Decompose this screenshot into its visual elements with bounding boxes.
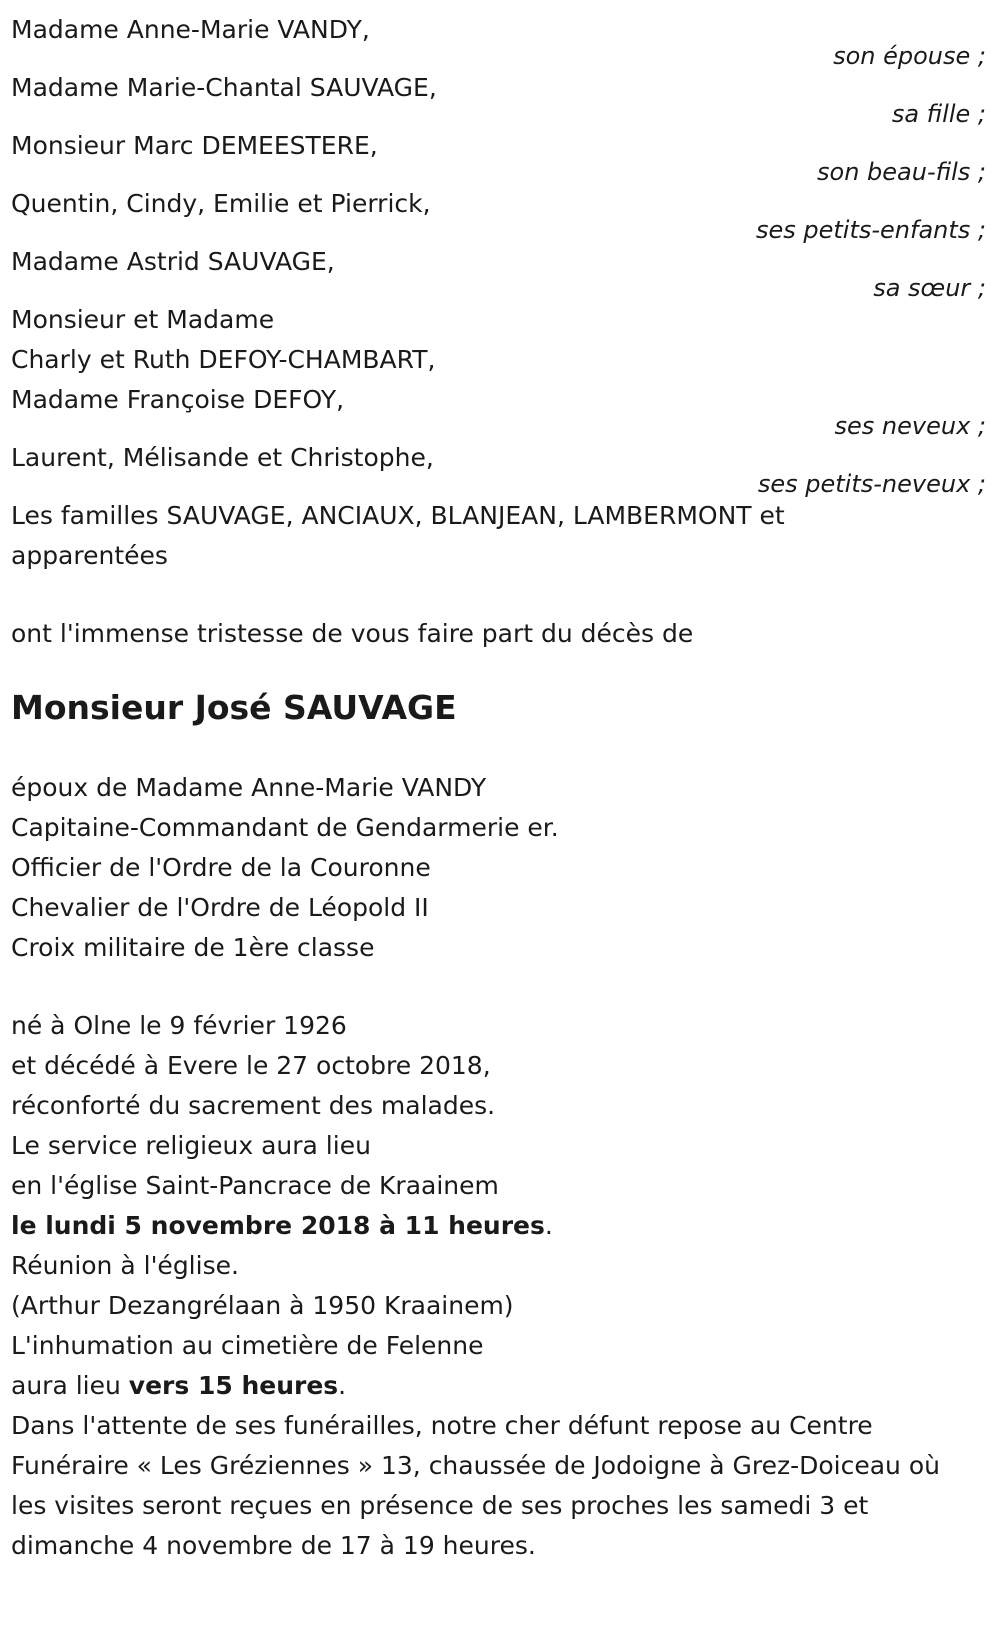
family-names: Madame Astrid SAUVAGE, [11,247,335,276]
title-line: Chevalier de l'Ordre de Léopold II [11,893,429,922]
sacrament-line: réconforté du sacrement des malades. [11,1091,496,1120]
family-names: Quentin, Cindy, Emilie et Pierrick, [11,189,431,218]
church-line: en l'église Saint-Pancrace de Kraainem [11,1171,499,1200]
title-line: Officier de l'Ordre de la Couronne [11,853,431,882]
family-names: Laurent, Mélisande et Christophe, [11,443,434,472]
announcement: ont l'immense tristesse de vous faire part du décès de [11,619,694,648]
family-entry-grandnephews [11,438,990,496]
family-entry-daughter [11,68,990,126]
family-relation: ses petits-enfants ; [755,216,986,244]
family-list [11,10,990,496]
family-names: Madame Marie-Chantal SAUVAGE, [11,73,437,102]
spacer [11,732,990,768]
family-names: Madame Françoise DEFOY, [11,385,345,414]
family-relation: son épouse ; [833,42,986,70]
deceased-name: Monsieur José SAUVAGE [11,688,457,727]
service-datetime-line [11,1206,990,1246]
titles-block [11,768,990,968]
family-relation: sa sœur ; [873,274,986,302]
service-datetime: le lundi 5 novembre 2018 à 11 heures [11,1211,545,1240]
family-entry-son-in-law [11,126,990,184]
family-relation: ses neveux ; [834,412,986,440]
visits-paragraph: Dans l'attente de ses funérailles, notre cher défunt repose au Centre Funéraire « Les Gréziennes » 13, chaussée de Jodoigne à Grez-Doiceau où les visites seront reçues en présence de ses proches les samedi 3 et dimanche 4 novembre de 17 à 19 heures. [11,1411,940,1560]
family-names: Monsieur Marc DEMEESTERE, [11,131,378,160]
family-names: Monsieur et Madame [11,305,275,334]
family-entry-nephews [11,300,990,438]
birth-line: né à Olne le 9 février 1926 [11,1011,347,1040]
death-line: et décédé à Evere le 27 octobre 2018, [11,1051,491,1080]
family-relation: son beau-fils ; [817,158,986,186]
burial-line: L'inhumation au cimetière de Felenne [11,1331,484,1360]
details-block [11,1006,990,1566]
title-line: époux de Madame Anne-Marie VANDY [11,773,487,802]
family-entry-sister [11,242,990,300]
family-entry-grandchildren [11,184,990,242]
family-relation: sa fille ; [891,100,986,128]
spacer [11,654,990,684]
title-line: Capitaine-Commandant de Gendarmerie er. [11,813,559,842]
service-intro-line: Le service religieux aura lieu [11,1131,371,1160]
title-line: Croix militaire de 1ère classe [11,933,375,962]
family-entry-spouse [11,10,990,68]
family-relation: ses petits-neveux ; [757,470,986,498]
burial-period: . [338,1371,347,1400]
family-names: Madame Anne-Marie VANDY, [11,15,370,44]
burial-time-prefix: aura lieu [11,1371,129,1400]
spacer [11,968,990,1006]
spacer [11,576,990,614]
meeting-line: Réunion à l'église. [11,1251,239,1280]
address-line: (Arthur Dezangrélaan à 1950 Kraainem) [11,1291,514,1320]
burial-time-line [11,1366,990,1406]
families-line: Les familles SAUVAGE, ANCIAUX, BLANJEAN, LAMBERMONT et apparentées [11,501,785,570]
service-period: . [544,1211,553,1240]
burial-time: vers 15 heures [128,1371,339,1400]
family-names: Charly et Ruth DEFOY-CHAMBART, [11,345,436,374]
